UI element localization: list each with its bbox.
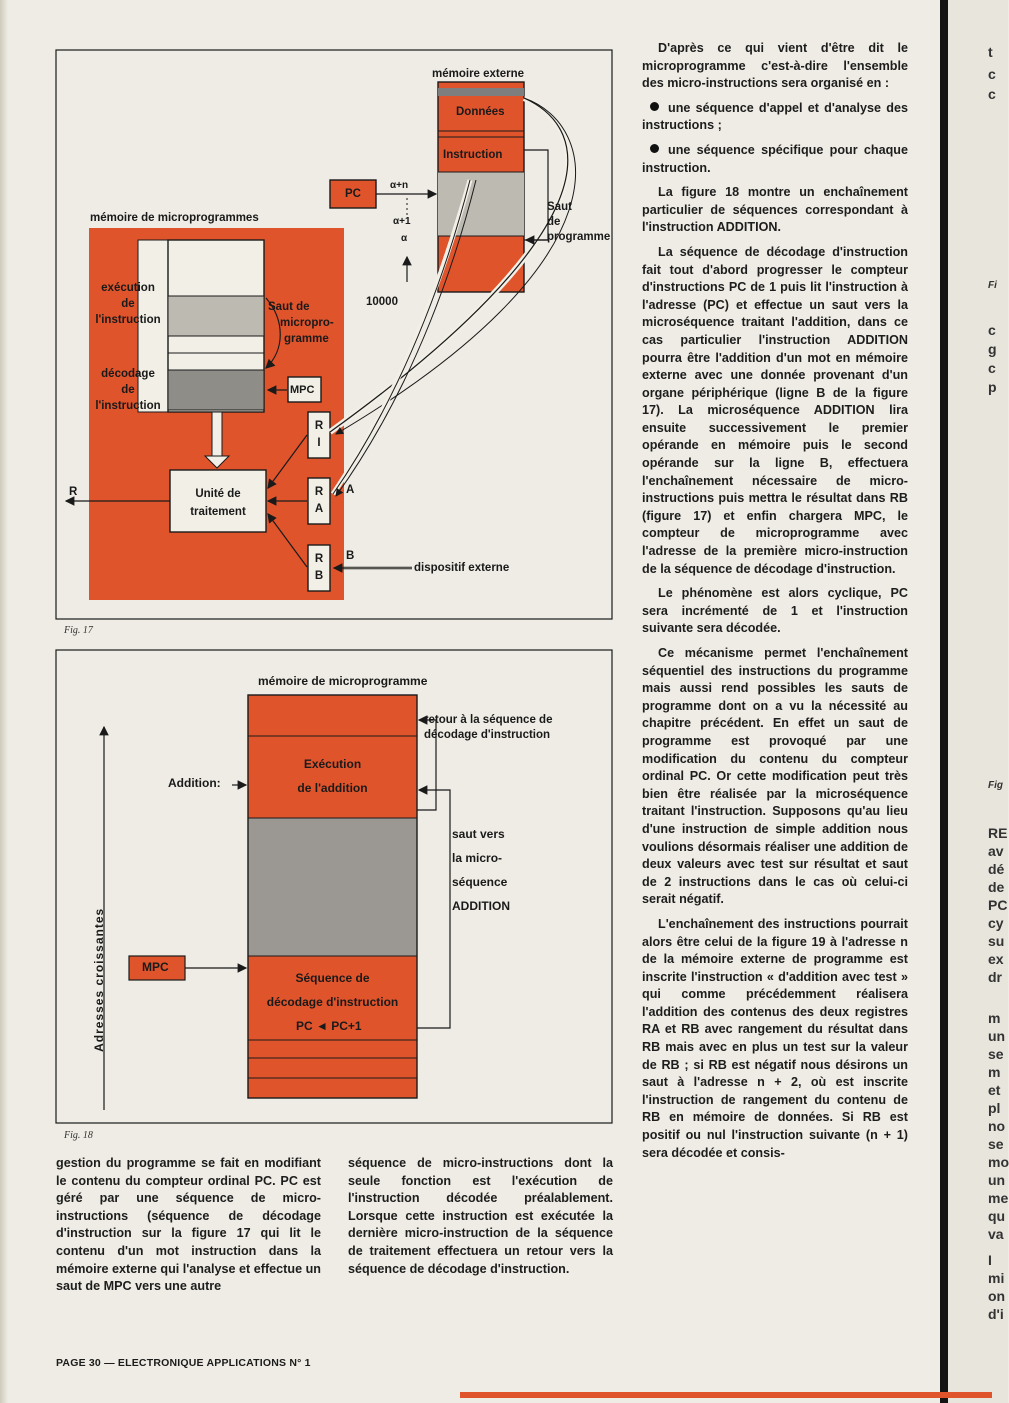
fragment-text: PC bbox=[988, 897, 1008, 913]
paragraph: La séquence de décodage d'instruction fait tout d'abord progresser le compteur d'instructions PC de 1 puis lit l'instruction à l'adresse (PC) et effectue un saut vers la microséquence traitant l'addition, dans ce cas particulier l'instruction ADDITION pourra être l'addition d'un mot en mémoire externe avec une donnée provenant d'un organe périphérique (ligne B de la figure 17). La microséquence ADDITION lira ensuite successivement le premier opérande en mémoire puis le second opérande sur la ligne B, effectuera l'enchaînement nécessaire de micro-instructions puis mettra le résultat dans RB (figure 17) et enfin chargera MPC, le compteur de microprogramme avec l'adresse de la première micro-instruction de la séquence de décodage d'instruction. bbox=[642, 244, 908, 576]
fragment-text: on bbox=[988, 1288, 1006, 1304]
label-memoire-microprogrammes: mémoire de microprogrammes bbox=[90, 212, 259, 224]
fragment-text: c bbox=[988, 86, 996, 102]
fragment-text: su bbox=[988, 933, 1005, 949]
bullet-item: une séquence spécifique pour chaque instruction. bbox=[642, 142, 908, 175]
label-sequence-decodage: Séquence de décodage d'instruction bbox=[266, 971, 399, 1009]
fragment-text: et bbox=[988, 1082, 1001, 1098]
figure-18-caption: Fig. 18 bbox=[64, 1130, 93, 1141]
fragment-text: dé bbox=[988, 861, 1005, 877]
register-rb: R B bbox=[314, 553, 324, 582]
label-saut-microsequence: saut vers la micro- séquence ADDITION bbox=[452, 827, 510, 913]
label-memoire-externe: mémoire externe bbox=[432, 68, 525, 80]
bullet-item: une séquence d'appel et d'analyse des instructions ; bbox=[642, 100, 908, 133]
fragment-text: d'i bbox=[988, 1306, 1004, 1322]
fragment-text: qu bbox=[988, 1208, 1006, 1224]
label-memoire-de-microprogramme: mémoire de microprogramme bbox=[258, 674, 428, 688]
label-line-b: B bbox=[346, 550, 355, 562]
label-alpha-1: α+1 bbox=[393, 216, 411, 227]
fragment-text: I bbox=[988, 1252, 992, 1268]
label-retour-sequence: retour à la séquence de décodage d'instruction bbox=[424, 714, 553, 741]
figure-17-caption: Fig. 17 bbox=[64, 625, 93, 636]
register-ra: R A bbox=[314, 486, 324, 515]
text-column-3 bbox=[642, 40, 908, 1169]
label-donnees: Données bbox=[456, 106, 505, 118]
label-10000: 10000 bbox=[366, 296, 398, 308]
register-mpc-18: MPC bbox=[142, 960, 169, 974]
label-saut-microprogramme: Saut de micropro- gramme bbox=[268, 301, 334, 345]
label-dispositif-externe: dispositif externe bbox=[414, 562, 510, 574]
fragment-text: se bbox=[988, 1136, 1004, 1152]
fragment-text: va bbox=[988, 1226, 1004, 1242]
label-pc-increment: PC ◄ PC+1 bbox=[296, 1019, 362, 1033]
paragraph: L'enchaînement des instructions pourrait alors être celui de la figure 19 à l'adresse n de la mémoire externe de programme est inscrite l'instruction « d'addition avec test » qui comme précédemment réalisera l'addition des contenus des deux registres RA et RB avec rangement du résultat dans RB mais avec en plus un test sur la valeur de RB ; si RB est négatif nous désirons un saut à l'adresse n + 2, où est inscrite l'instruction de rangement du contenu de RB en mémoire de données. Si RB est positif ou nul l'instruction suivante (n + 1) sera décodée et consis- bbox=[642, 916, 908, 1160]
fragment-text: no bbox=[988, 1118, 1006, 1134]
fragment-text: m bbox=[988, 1010, 1001, 1026]
bullet-icon bbox=[650, 102, 659, 111]
register-ri: R I bbox=[314, 420, 324, 449]
fragment-text: Fi bbox=[988, 280, 997, 291]
fragment-text: de bbox=[988, 879, 1005, 895]
paragraph: Le phénomène est alors cyclique, PC sera incrémenté de 1 et l'instruction suivante sera décodée. bbox=[642, 586, 908, 636]
paragraph: séquence de micro-instructions dont la seule fonction est l'exécution de l'instruction décodée préalablement. Lorsque cette instruction est exécutée la dernière micro-instruction de la séquence de traitement effectuera un retour vers la séquence de décodage d'instruction. bbox=[348, 1156, 613, 1276]
label-pc: PC bbox=[345, 188, 361, 200]
label-alpha: α bbox=[401, 233, 408, 244]
fragment-text: ex bbox=[988, 951, 1004, 967]
fragment-text: p bbox=[988, 379, 997, 395]
label-execution-instruction: exécution de l'instruction bbox=[95, 282, 161, 326]
fragment-text: g bbox=[988, 341, 997, 357]
fragment-text: RE bbox=[988, 825, 1008, 841]
fragment-text: un bbox=[988, 1028, 1006, 1044]
fragment-text: c bbox=[988, 66, 996, 82]
fragment-text: mo bbox=[988, 1154, 1009, 1170]
bottom-accent-bar bbox=[460, 1392, 992, 1398]
label-alpha-n: α+n bbox=[390, 180, 409, 191]
label-decodage-instruction: décodage de l'instruction bbox=[95, 368, 161, 412]
fragment-text: m bbox=[988, 1064, 1001, 1080]
label-unite-de-traitement: Unité de traitement bbox=[190, 488, 246, 518]
fragment-text: cy bbox=[988, 915, 1004, 931]
label-adresses-croissantes: Adresses croissantes bbox=[92, 907, 107, 1052]
label-execution-addition: Exécution de l'addition bbox=[297, 757, 368, 795]
fragment-text: mi bbox=[988, 1270, 1005, 1286]
bullet-icon bbox=[650, 144, 659, 153]
fragment-text: un bbox=[988, 1172, 1006, 1188]
label-line-a: A bbox=[346, 484, 355, 496]
fragment-text: se bbox=[988, 1046, 1004, 1062]
page-footer: PAGE 30 — ELECTRONIQUE APPLICATIONS N° 1 bbox=[56, 1357, 311, 1369]
fragment-text: me bbox=[988, 1190, 1009, 1206]
register-mpc: MPC bbox=[290, 384, 315, 396]
fragment-text: c bbox=[988, 322, 996, 338]
fragment-text: c bbox=[988, 360, 996, 376]
fragment-text: Fig bbox=[988, 780, 1003, 791]
text-column-2 bbox=[348, 1155, 613, 1285]
label-addition: Addition: bbox=[168, 776, 221, 790]
label-instruction: Instruction bbox=[443, 149, 503, 161]
text-column-1 bbox=[56, 1155, 321, 1303]
label-output-r: R bbox=[69, 486, 78, 498]
paragraph: D'après ce qui vient d'être dit le microprogramme c'est-à-dire l'ensemble des micro-instructions sera organisé en : bbox=[642, 41, 908, 91]
fragment-text: dr bbox=[988, 969, 1002, 985]
label-saut-de-programme: Saut de programme bbox=[547, 201, 611, 243]
next-page-edge bbox=[940, 0, 1009, 1403]
paragraph: gestion du programme se fait en modifiant le contenu du compteur ordinal PC. PC est géré par une séquence de micro-instructions (séquence de décodage d'instruction sur la figure 17 qui lit le contenu d'un mot instruction dans la mémoire externe qui l'analyse et effectue un saut de MPC vers une autre bbox=[56, 1156, 321, 1294]
fragment-text: t bbox=[988, 44, 993, 60]
paragraph: La figure 18 montre un enchaînement particulier de séquences correspondant à l'instruction ADDITION. bbox=[642, 185, 908, 235]
fragment-text: av bbox=[988, 843, 1004, 859]
fragment-text: pl bbox=[988, 1100, 1001, 1116]
paragraph: Ce mécanisme permet l'enchaînement séquentiel des instructions du programme mais aussi rend possibles les sauts de programme dont on a vu la nécessité au chapitre précédent. En effet un saut de programme est provoqué par une modification du contenu du compteur ordinal PC. Or cette modification peut très bien être réalisée par la microséquence traitant l'instruction. Supposons qu'au lieu d'une instruction de simple addition nous voulions désormais réaliser une addition de deux valeurs avec test sur résultat et saut de 2 instructions dans le cas où celui-ci serait négatif. bbox=[642, 646, 908, 907]
